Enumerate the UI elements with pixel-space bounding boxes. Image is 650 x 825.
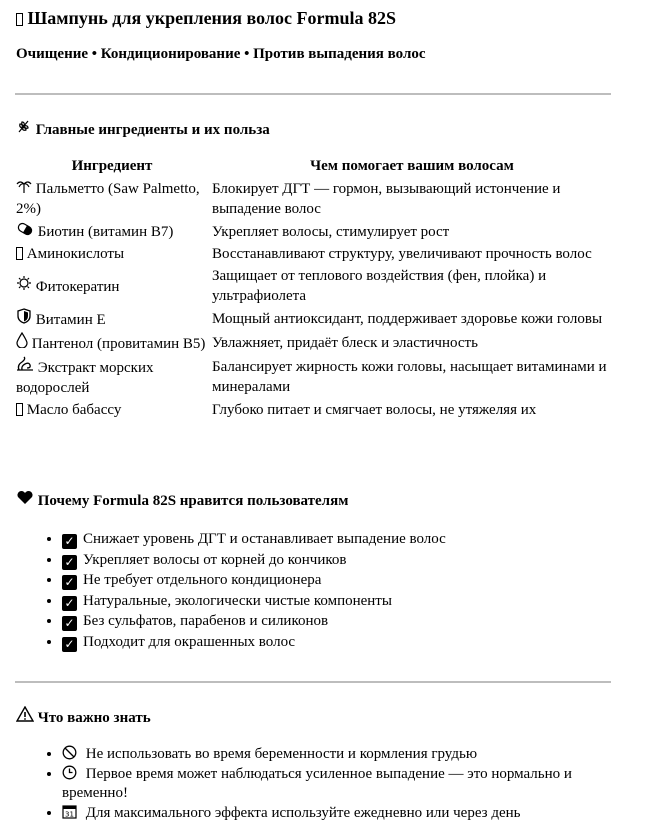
list-item-text: Укрепляет волосы от корней до кончиков [83, 551, 347, 568]
list-item [62, 803, 602, 823]
table-header-row [14, 155, 614, 177]
list-item-text: Не требует отдельного кондиционера [83, 572, 322, 588]
svg-text:31: • 31 [65, 810, 74, 819]
page-title [16, 6, 396, 30]
ingredient-name: Витамин E [35, 312, 106, 328]
ingredient-cell [14, 177, 210, 220]
benefit-cell: Блокирует ДГТ — гормон, вызывающий истончение и выпадение волос [212, 180, 561, 217]
list-item-text: Первое время может наблюдаться усиленное выпадение — это нормально и временно! [62, 766, 572, 801]
ingredient-name: Биотин (витамин B7) [37, 224, 174, 240]
box-glyph-icon [16, 247, 23, 260]
table-row [14, 399, 614, 421]
ingredient-cell [14, 243, 210, 265]
seaweed-icon [16, 356, 34, 377]
benefit-cell: Восстанавливают структуру, увеличивают прочность волос [212, 246, 592, 262]
ingredients-heading-text: Главные ингредиенты и их польза [35, 122, 270, 138]
ingredient-name: Масло бабассу [26, 402, 122, 418]
ingredient-name: Пантенол (провитамин B5) [31, 336, 206, 352]
ingredients-heading [16, 118, 270, 140]
list-item [62, 744, 602, 764]
list-item [62, 550, 446, 571]
why-heading-text: Почему Formula 82S нравится пользователям [37, 493, 349, 509]
ingredient-cell [14, 307, 210, 331]
notes-list [0, 744, 602, 823]
clock-icon [62, 764, 82, 782]
benefit-cell: Укрепляет волосы, стимулирует рост [212, 223, 450, 240]
ingredient-name: Фитокератин [35, 279, 120, 295]
ingredient-cell [14, 355, 210, 399]
benefits-list [0, 529, 446, 652]
list-item [62, 632, 446, 653]
column-header-ingredient: Ингредиент [71, 158, 153, 174]
table-row [14, 220, 614, 243]
pill-icon [16, 221, 34, 241]
droplet-icon [16, 332, 28, 353]
ingredient-cell [14, 220, 210, 243]
list-item-text: Без сульфатов, парабенов и силиконов [83, 613, 329, 629]
page-title-text: Шампунь для укрепления волос Formula 82S [27, 8, 396, 28]
check-icon: ✓ [62, 555, 77, 570]
list-item-text: Подходит для окрашенных волос [83, 633, 296, 650]
calendar-icon [62, 803, 82, 821]
prohibited-icon [62, 744, 82, 762]
ingredients-table [14, 155, 614, 421]
ingredient-cell [14, 331, 210, 355]
list-item-text: Не использовать во время беременности и кормления грудью [85, 746, 478, 762]
warning-icon [16, 706, 34, 727]
check-icon: ✓ [62, 596, 77, 611]
list-item [62, 570, 446, 591]
list-item-text: Для максимального эффекта используйте ежедневно или через день [85, 805, 521, 821]
box-glyph-icon [16, 403, 23, 416]
wheat-icon [16, 118, 32, 139]
notes-heading-text: Что важно знать [37, 710, 151, 726]
benefit-cell: Увлажняет, придаёт блеск и эластичность [212, 335, 478, 351]
palm-icon [16, 178, 32, 198]
divider [15, 93, 611, 95]
check-icon: ✓ [62, 637, 77, 652]
sun-icon [16, 275, 32, 296]
list-item [62, 764, 602, 803]
column-header-benefit: Чем помогает вашим волосам [310, 158, 514, 174]
table-row [14, 265, 614, 307]
table-row [14, 355, 614, 399]
heart-icon [16, 490, 34, 510]
check-icon: ✓ [62, 575, 77, 590]
ingredient-cell [14, 265, 210, 307]
benefit-cell: Защищает от теплового воздействия (фен, плойка) и ультрафиолета [212, 268, 547, 304]
table-row [14, 331, 614, 355]
list-item-text: Натуральные, экологически чистые компоненты [83, 592, 392, 609]
table-row [14, 307, 614, 331]
table-row [14, 177, 614, 220]
check-icon: ✓ [62, 534, 77, 549]
ingredient-name: Аминокислоты [26, 246, 125, 262]
divider [15, 681, 611, 683]
page-subtitle: Очищение • Кондиционирование • Против выпадения волос [16, 46, 426, 62]
ingredient-name: Экстракт морских водорослей [16, 360, 154, 396]
benefit-cell: Глубоко питает и смягчает волосы, не утяжеляя их [212, 402, 537, 418]
table-row [14, 243, 614, 265]
ingredient-name: Пальметто (Saw Palmetto, 2%) [16, 181, 200, 217]
ingredient-cell [14, 399, 210, 421]
list-item [62, 591, 446, 612]
why-heading [16, 490, 348, 511]
list-item [62, 611, 446, 632]
list-item [62, 529, 446, 550]
benefit-cell: Мощный антиоксидант, поддерживает здоровье кожи головы [212, 311, 603, 327]
notes-heading [16, 706, 151, 728]
benefit-cell: Балансирует жирность кожи головы, насыщает витаминами и минералами [212, 359, 607, 395]
check-icon: ✓ [62, 616, 77, 631]
list-item-text: Снижает уровень ДГТ и останавливает выпадение волос [83, 531, 446, 547]
box-glyph-icon [16, 13, 23, 26]
shield-icon [16, 308, 32, 329]
